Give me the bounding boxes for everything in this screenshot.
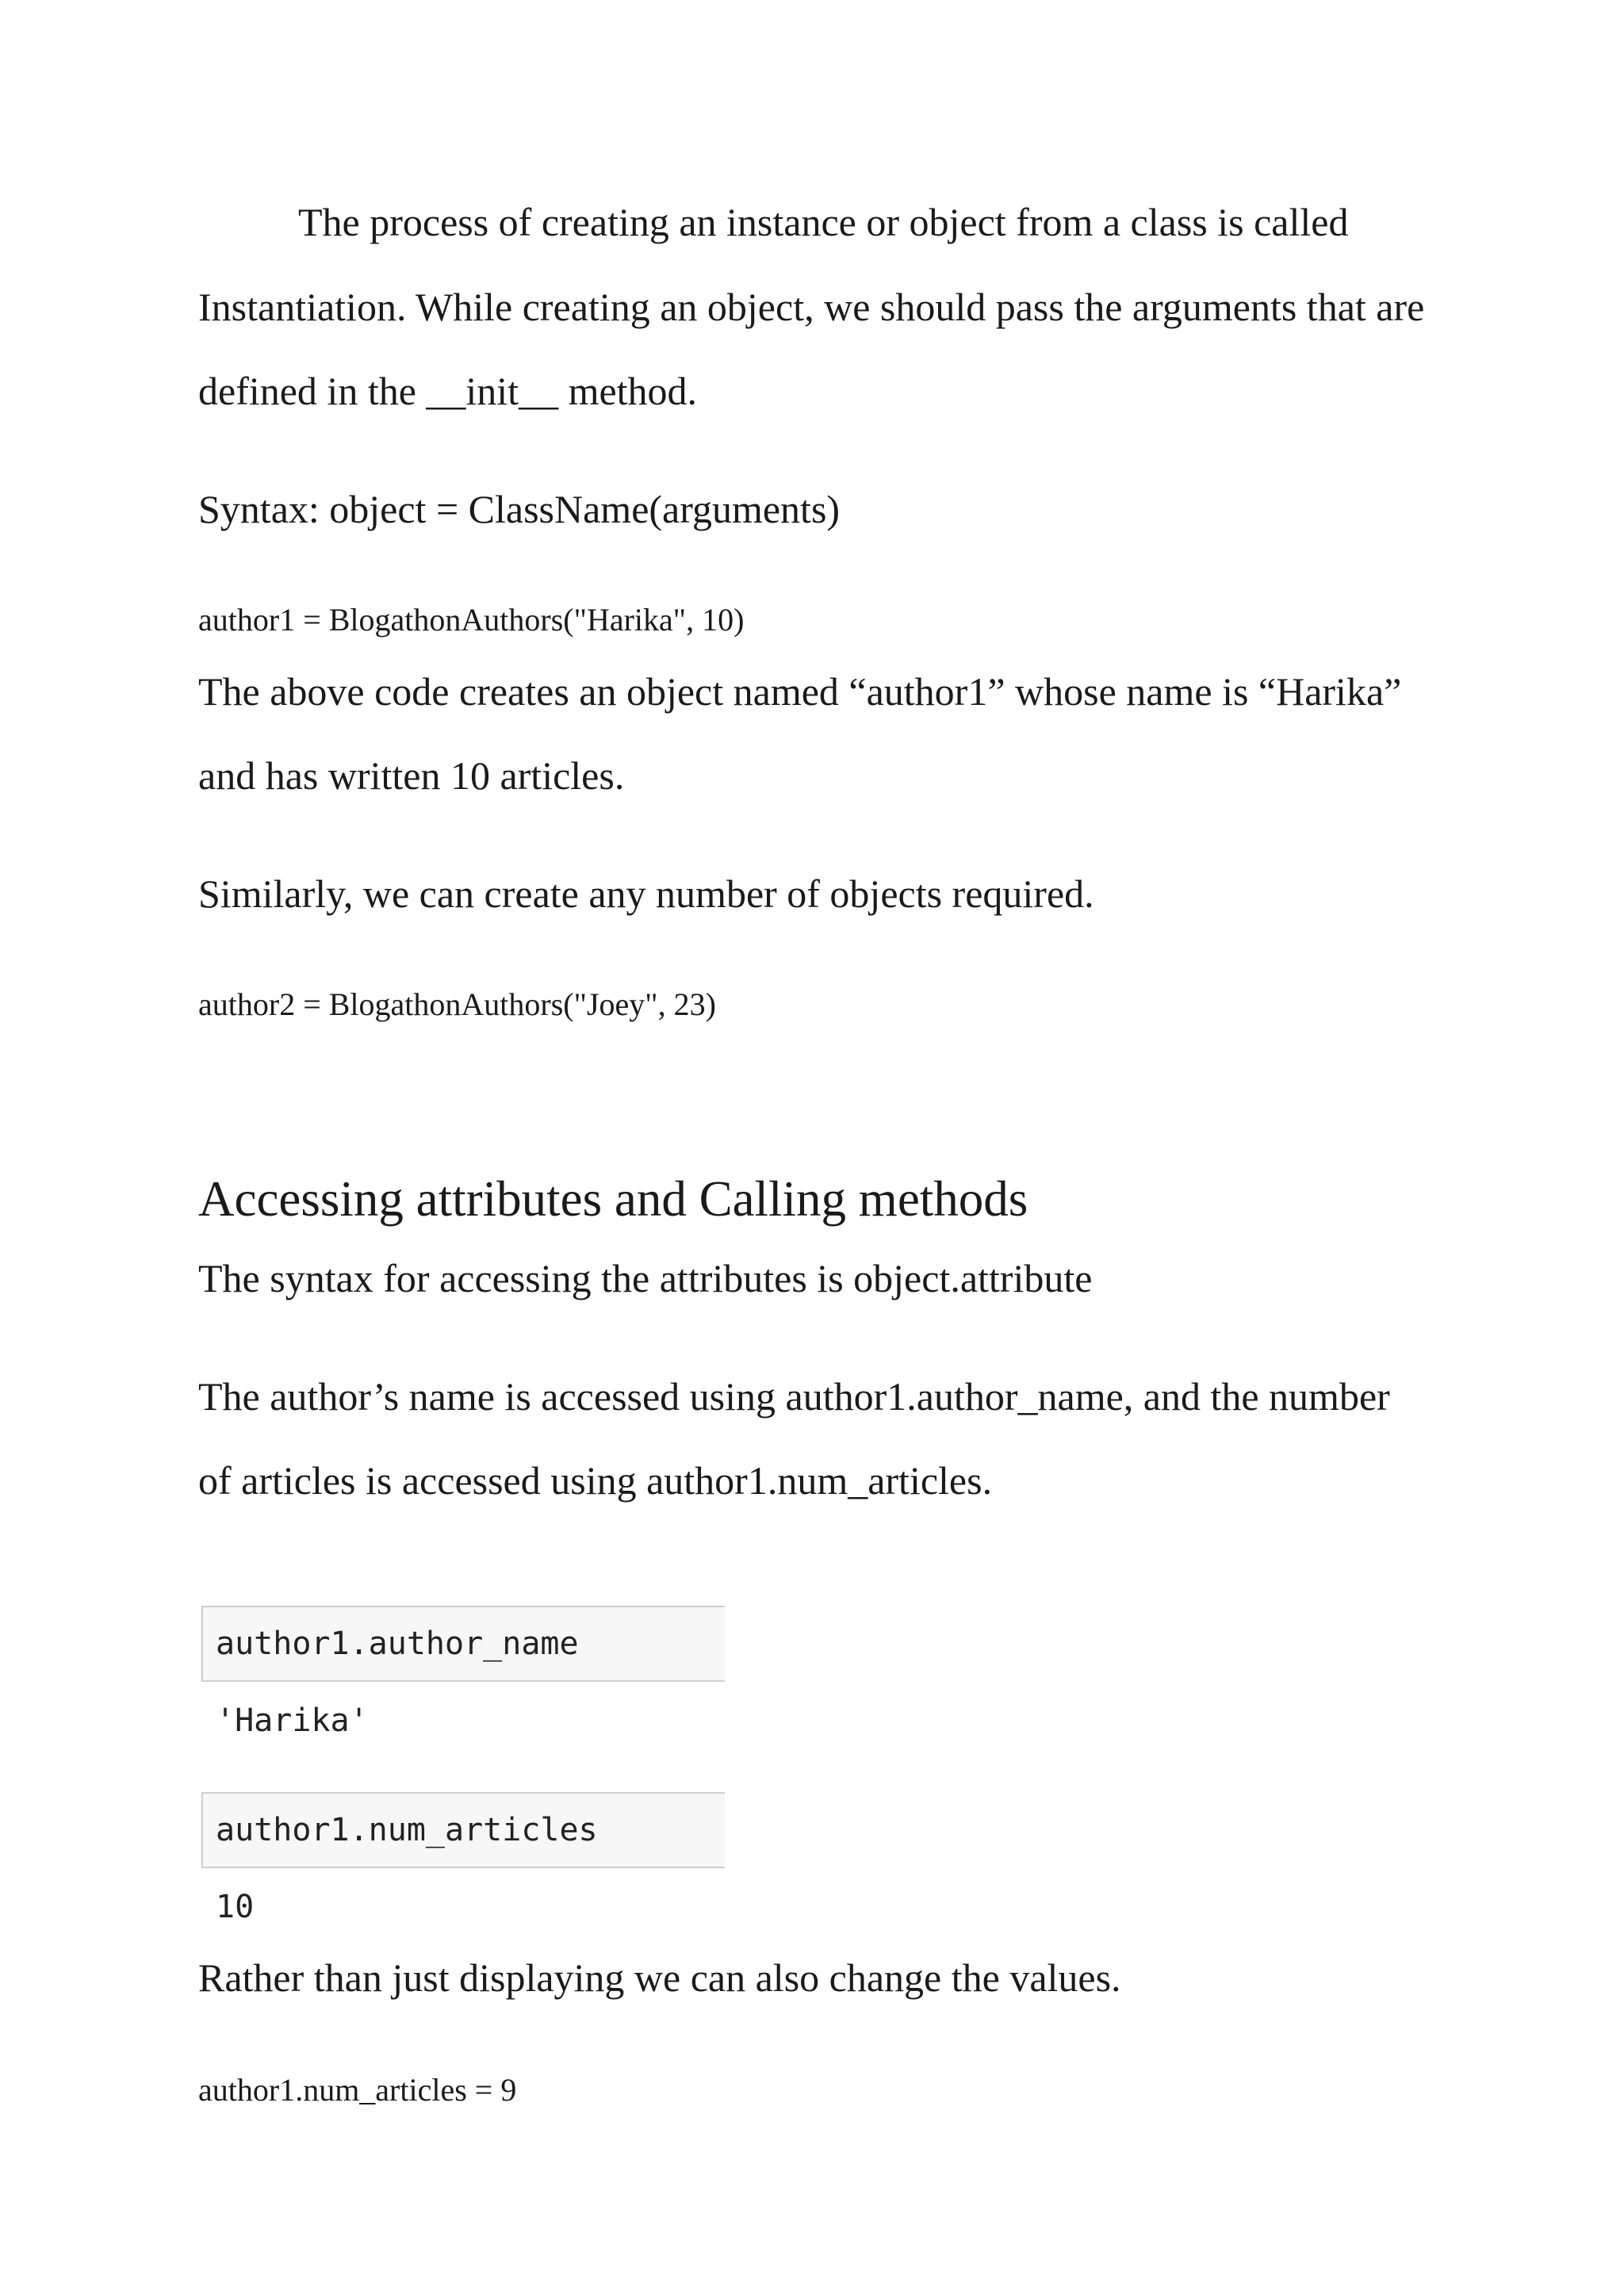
paragraph-above-line-1: The above code creates an object named “author1” whose name is “Harika” [198, 669, 1402, 714]
notebook-input-cell [201, 1792, 725, 1868]
syntax-line: Syntax: object = ClassName(arguments) [198, 487, 841, 531]
paragraph-syntax-access: The syntax for accessing the attributes is object.attribute [198, 1256, 1093, 1300]
code-line-author2: author2 = BlogathonAuthors("Joey", 23) [198, 986, 716, 1022]
notebook-input-code: author1.author_name [216, 1626, 579, 1662]
section-heading: Accessing attributes and Calling methods [198, 1171, 1028, 1227]
notebook-input-cell [201, 1606, 725, 1682]
paragraph-accessed-line-1: The author’s name is accessed using author1.author_name, and the number [198, 1374, 1390, 1419]
paragraph-above-line-2: and has written 10 articles. [198, 753, 625, 798]
paragraph-instantiation-line-1: The process of creating an instance or object from a class is called [298, 200, 1349, 244]
notebook-output: 10 [216, 1889, 255, 1925]
paragraph-rather: Rather than just displaying we can also change the values. [198, 1955, 1121, 2000]
notebook-output: 'Harika' [216, 1702, 369, 1739]
paragraph-instantiation-line-2: Instantiation. While creating an object, we should pass the arguments that are [198, 285, 1425, 329]
paragraph-accessed-line-2: of articles is accessed using author1.num_articles. [198, 1458, 993, 1503]
code-line-assign: author1.num_articles = 9 [198, 2072, 517, 2108]
paragraph-instantiation-line-3: defined in the __init__ method. [198, 369, 698, 413]
notebook-input-code: author1.num_articles [216, 1812, 598, 1848]
paragraph-similarly: Similarly, we can create any number of objects required. [198, 871, 1094, 916]
code-line-author1: author1 = BlogathonAuthors("Harika", 10) [198, 602, 745, 638]
